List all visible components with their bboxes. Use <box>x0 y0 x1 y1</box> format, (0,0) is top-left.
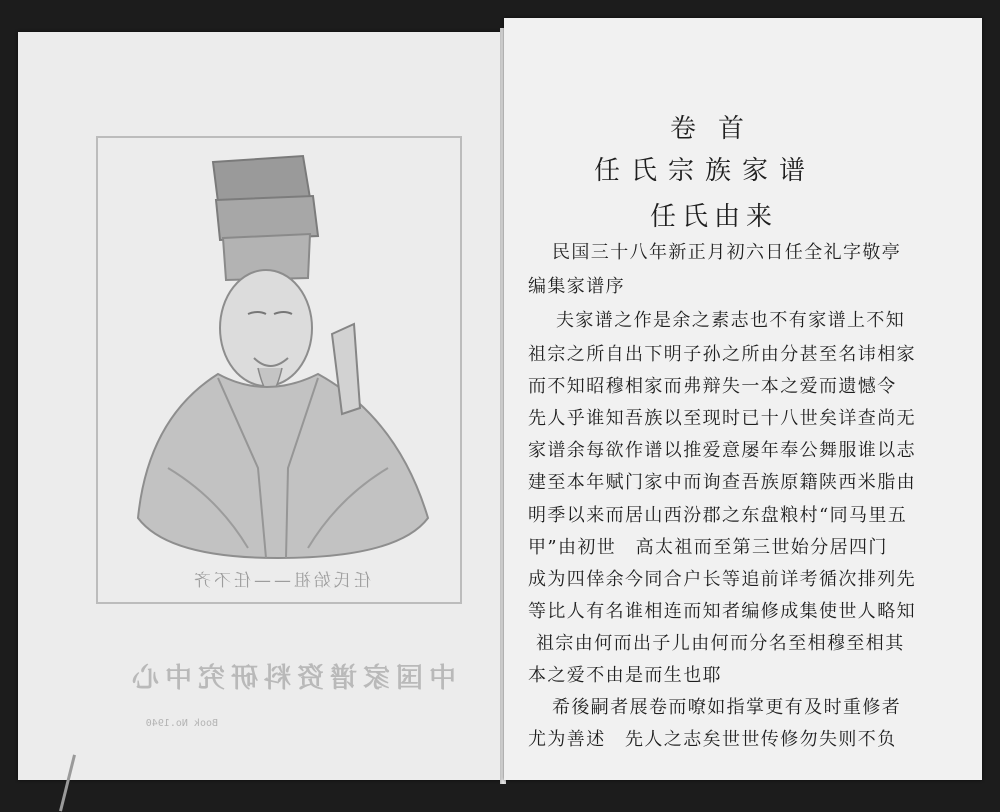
section-title: 任氏由来 <box>650 202 779 232</box>
text-line: 明季以来而居山西汾郡之东盘粮村“同马里五 <box>528 505 908 526</box>
left-page <box>18 32 502 780</box>
ancestor-portrait-illustration <box>98 138 460 602</box>
text-line: 民国三十八年新正月初六日任全礼字敬亭 <box>552 242 902 263</box>
book-code: Book No.1940 <box>145 718 218 729</box>
portrait-caption: 任氏始祖——任不齐 <box>191 571 371 591</box>
volume-heading: 卷首 <box>670 114 767 144</box>
text-line: 而不知昭穆相家而弗辩失一本之爱而遗憾令 <box>528 376 897 397</box>
text-line: 夫家谱之作是余之素志也不有家谱上不知 <box>556 310 906 331</box>
text-line: 祖宗之所自出下明子孙之所由分甚至名讳相家 <box>528 344 916 365</box>
text-line: 家谱余每欲作谱以推爱意屡年奉公舞服谁以志 <box>528 440 916 461</box>
text-line: 希後嗣者展卷而嘹如指掌更有及时重修者 <box>552 697 902 718</box>
open-book <box>14 18 986 784</box>
bookmark-string <box>59 754 76 811</box>
text-line: 祖宗由何而出子儿由何而分名至相穆至相其 <box>536 633 905 654</box>
genealogy-title: 任氏宗族家谱 <box>594 156 817 186</box>
text-line: 甲”由初世 高太祖而至第三世始分居四门 <box>528 537 888 558</box>
text-line: 成为四倖余今同合户长等追前详考循次排列先 <box>528 569 916 590</box>
text-line: 本之爱不由是而生也耶 <box>528 665 722 686</box>
text-line: 等比人有名谁相连而知者编修成集使世人略知 <box>528 601 916 622</box>
research-center-name: 中国家谱资料研究中心 <box>126 663 456 694</box>
text-line: 先人乎谁知吾族以至现时已十八世矣详查尚无 <box>528 408 916 429</box>
portrait-frame <box>96 136 462 604</box>
text-line: 编集家谱序 <box>528 276 625 297</box>
text-line: 尤为善述 先人之志矣世世传修勿失则不负 <box>528 729 897 750</box>
text-line: 建至本年赋门家中而询查吾族原籍陕西米脂由 <box>528 472 916 493</box>
